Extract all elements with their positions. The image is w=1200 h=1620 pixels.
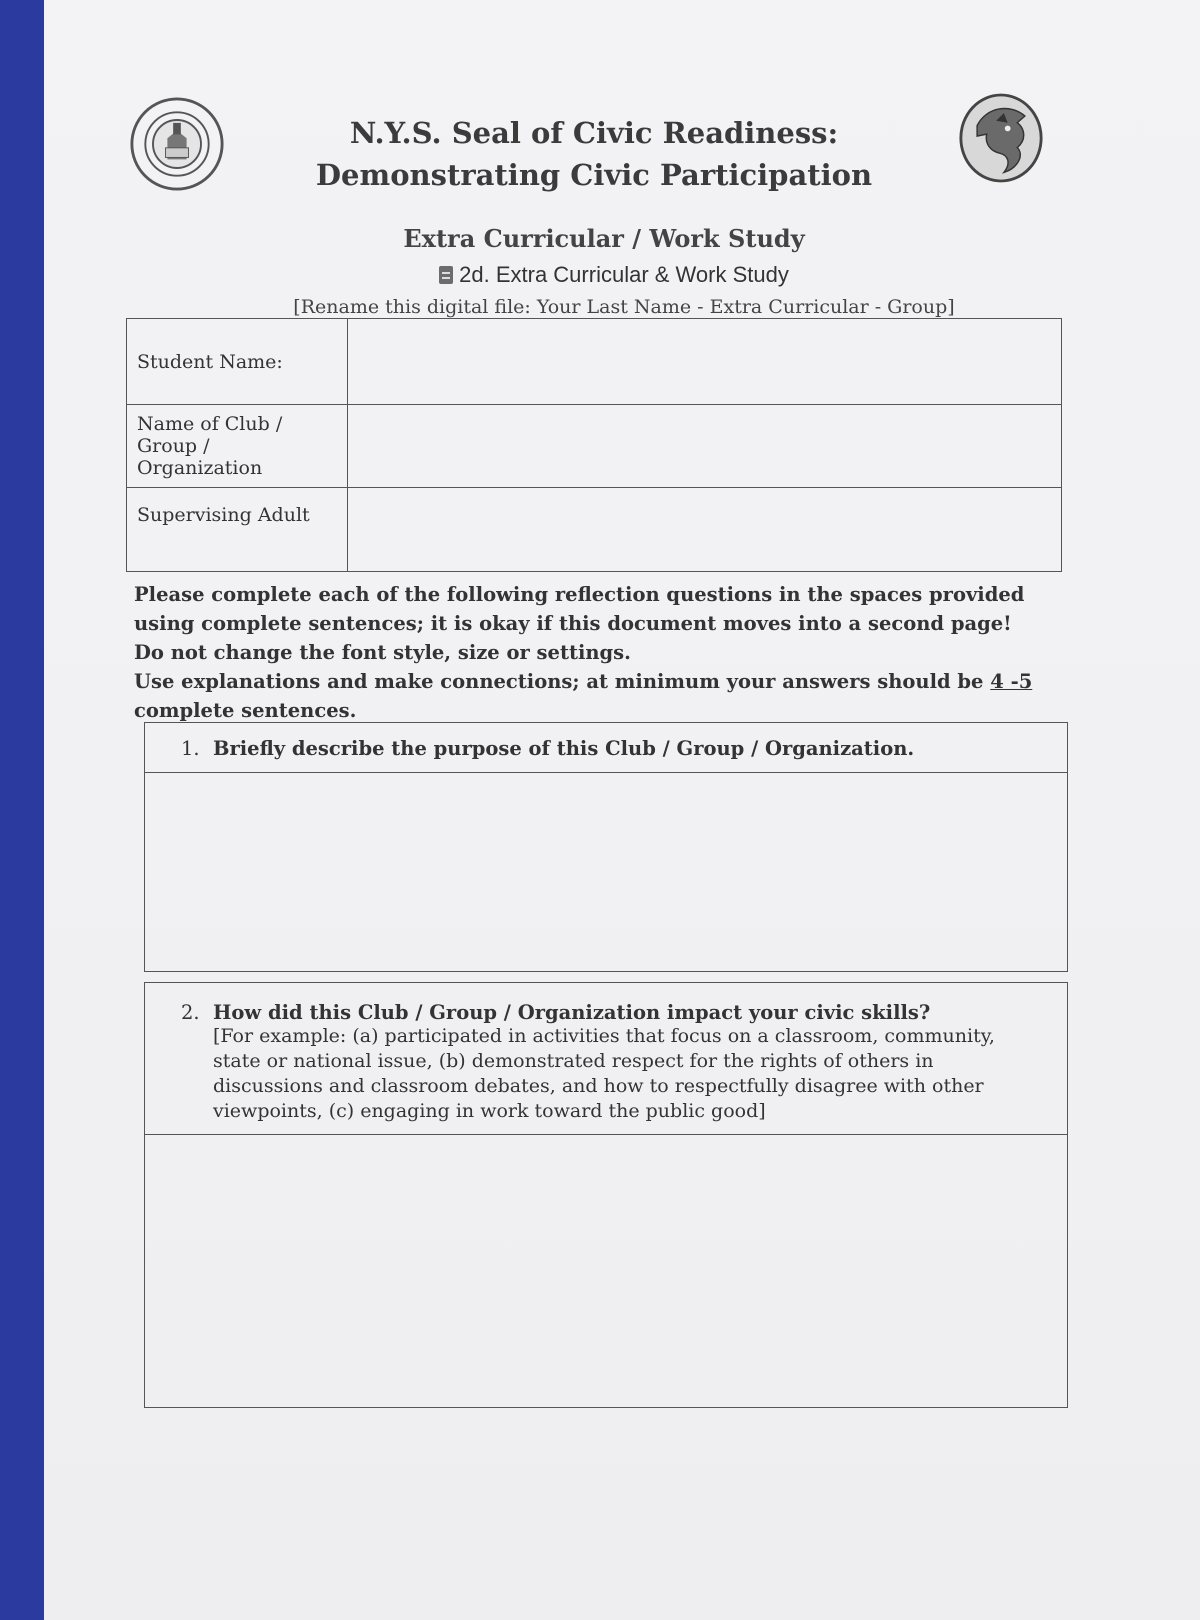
table-row bbox=[127, 319, 1062, 405]
question-2-answer-field[interactable] bbox=[145, 1135, 1067, 1425]
student-name-label: Student Name: bbox=[127, 319, 348, 405]
instruction-line-3-text: Use explanations and make connections; at minimum your answers should be bbox=[134, 670, 991, 693]
instruction-line-2: Do not change the font style, size or settings. bbox=[134, 641, 631, 664]
question-2-box bbox=[144, 982, 1068, 1408]
linked-document-chip[interactable] bbox=[394, 262, 834, 288]
section-subtitle: Extra Curricular / Work Study bbox=[403, 224, 805, 253]
question-1-title: Briefly describe the purpose of this Club / Group / Organization. bbox=[213, 737, 915, 760]
question-2-detail: [For example: (a) participated in activities that focus on a classroom, community, state or national issue, (b) demonstrated respect for the rights of others in discussions and classroom debates, and how to respectfully disagree with other viewpoints, (c) engaging in work toward the public good] bbox=[213, 1025, 995, 1122]
document-page bbox=[44, 0, 1200, 1620]
title-line-1: N.Y.S. Seal of Civic Readiness: bbox=[349, 116, 839, 150]
title-line-2: Demonstrating Civic Participation bbox=[315, 158, 873, 192]
club-name-label: Name of Club / Group / Organization bbox=[127, 405, 348, 488]
student-name-field[interactable] bbox=[348, 319, 1062, 405]
linked-document-title: 2d. Extra Curricular & Work Study bbox=[459, 262, 789, 287]
instruction-line-3-end: complete sentences. bbox=[134, 699, 357, 722]
westbury-district-seal-icon bbox=[129, 96, 225, 192]
rename-instruction: [Rename this digital file: Your Last Name - Extra Curricular - Group] bbox=[293, 296, 955, 318]
supervising-adult-field[interactable] bbox=[348, 488, 1062, 572]
question-1-answer-field[interactable] bbox=[145, 773, 1067, 963]
dragon-mascot-icon bbox=[958, 92, 1044, 184]
google-doc-icon bbox=[439, 266, 453, 284]
question-2-title: How did this Club / Group / Organization impact your civic skills? bbox=[213, 1001, 931, 1024]
question-1-number: 1. bbox=[181, 737, 200, 760]
question-1-header bbox=[145, 723, 1067, 773]
document-title bbox=[294, 112, 894, 196]
sentence-count: 4 -5 bbox=[990, 670, 1033, 693]
supervising-adult-label: Supervising Adult bbox=[127, 488, 348, 572]
instructions-block bbox=[134, 580, 1064, 725]
question-2-number: 2. bbox=[181, 1001, 200, 1024]
table-row bbox=[127, 405, 1062, 488]
instruction-line-1: Please complete each of the following reflection questions in the spaces provided using complete sentences; it is okay if this document moves into a second page! bbox=[134, 583, 1025, 635]
instruction-line-3 bbox=[134, 667, 1064, 725]
question-1-box bbox=[144, 722, 1068, 972]
question-2-header bbox=[145, 983, 1067, 1135]
student-info-table bbox=[126, 318, 1062, 572]
table-row bbox=[127, 488, 1062, 572]
club-name-field[interactable] bbox=[348, 405, 1062, 488]
